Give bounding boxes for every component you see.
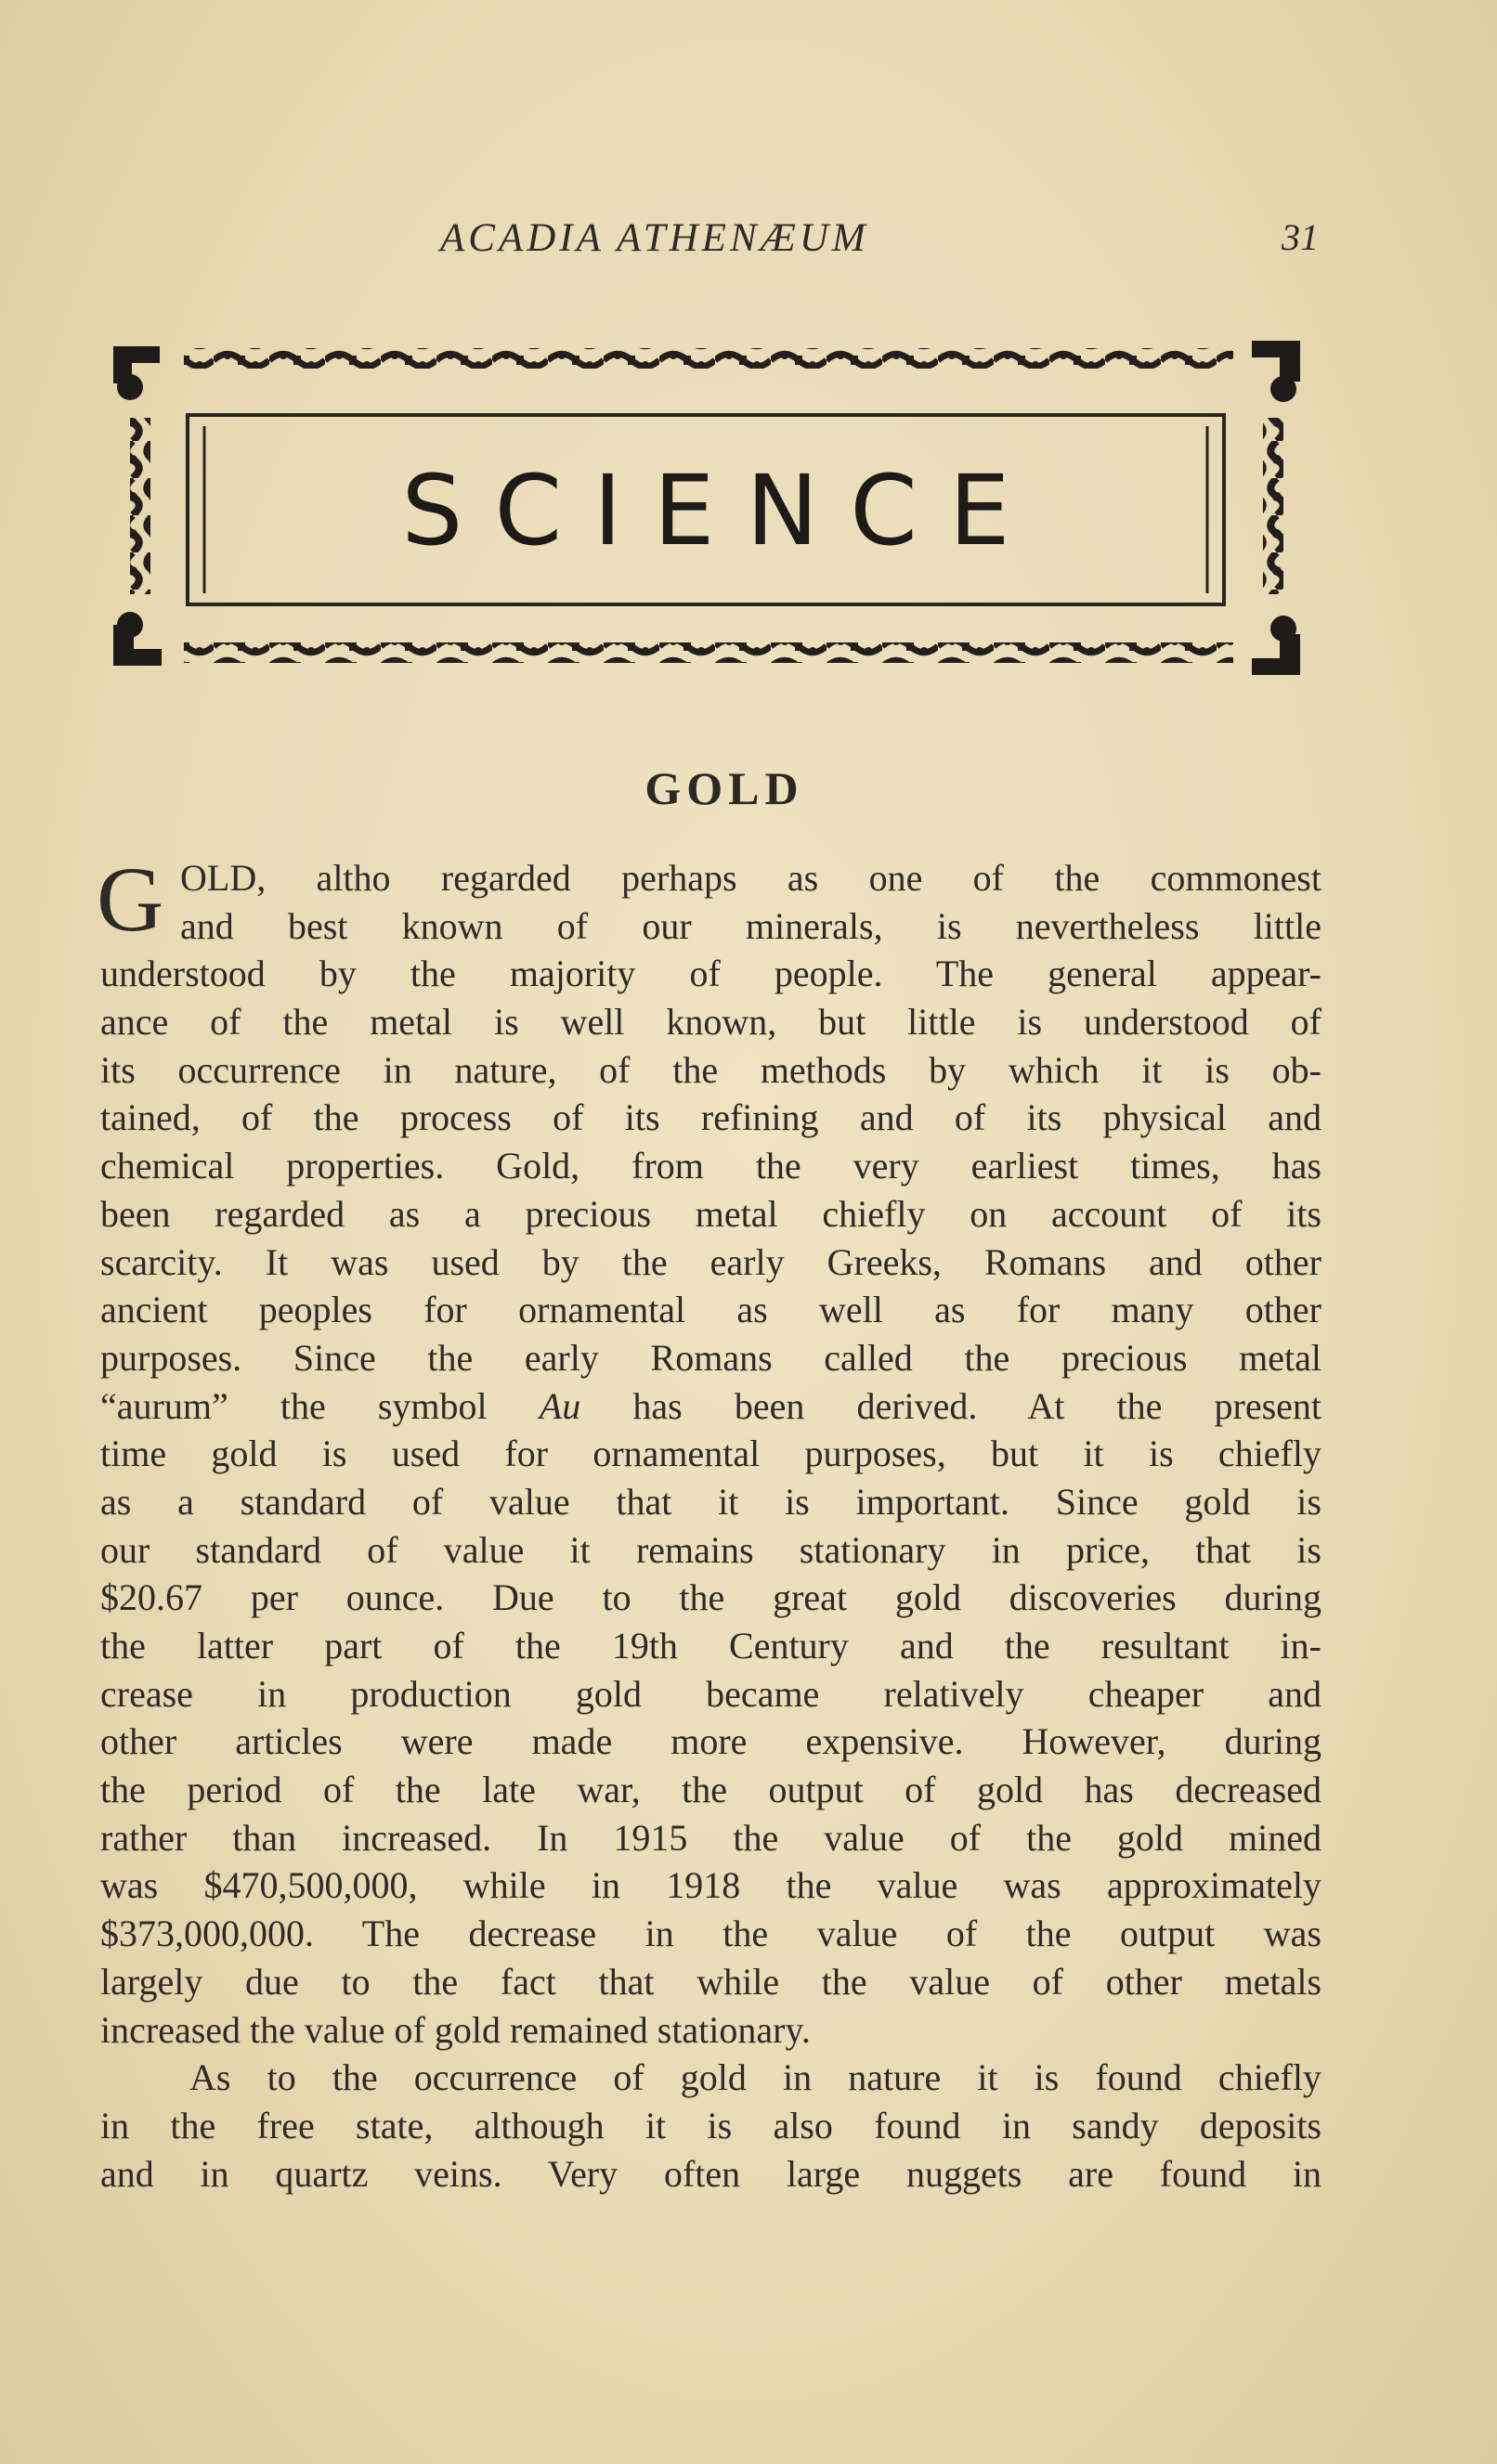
text-line: purposes. Since the early Romans called the precious metal [100,1336,1321,1379]
text-line: its occurrence in nature, of the methods by which it is ob- [100,1048,1321,1091]
text-line: As to the occurrence of gold in nature it is found chiefly [189,2056,1321,2099]
page-number: 31 [1282,216,1319,258]
drop-cap: G [97,848,164,951]
text-line: chemical properties. Gold, from the very earliest times, has [100,1145,1321,1187]
text-line: as a standard of value that it is important. Since gold is [100,1480,1321,1523]
text-line: was $470,500,000, while in 1918 the value was approximately [100,1864,1321,1907]
text-line: the latter part of the 19th Century and the resultant in- [100,1625,1321,1666]
text-line-aurum [100,1382,1321,1431]
text-line: time gold is used for ornamental purposes, but it is chiefly [100,1433,1321,1475]
article-title: GOLD [644,762,804,814]
symbol-au: Au [539,1384,581,1427]
text-line: and in quartz veins. Very often large nuggets are found in [100,2152,1321,2195]
text-line: other articles were made more expensive. However, during [100,1720,1321,1763]
text-line: the period of the late war, the output of gold has decreased [100,1769,1321,1811]
text-line: $373,000,000. The decrease in the value of the output was [100,1913,1321,1955]
text-line: crease in production gold became relatively cheaper and [100,1672,1321,1715]
text-segment: has been derived. At the present [632,1384,1321,1427]
text-line: scarcity. It was used by the early Greeks, Romans and other [100,1240,1321,1283]
text-line: OLD, altho regarded perhaps as one of the commonest [180,857,1321,899]
text-line: in the free state, although it is also found in sandy deposits [100,2104,1321,2146]
text-line: ance of the metal is well known, but little is understood of [100,1001,1321,1044]
section-title: SCIENCE [401,454,1042,567]
text-line: and best known of our minerals, is nevertheless little [180,904,1321,947]
running-head [102,215,1319,271]
text-line: ancient peoples for ornamental as well as for many other [100,1289,1321,1331]
article-body [97,848,1321,2198]
text-segment: “aurum” the symbol [100,1384,488,1427]
text-line: our standard of value it remains stationary in price, that is [100,1528,1321,1571]
text-line: been regarded as a precious metal chiefly on account of its [100,1192,1321,1235]
text-line: largely due to the fact that while the value of other metals [100,1960,1321,2003]
journal-title: ACADIA ATHENÆUM [440,216,869,260]
text-line: tained, of the process of its refining and of its physical and [100,1096,1321,1139]
text-line: understood by the majority of people. The general appear- [100,953,1321,995]
text-line: $20.67 per ounce. Due to the great gold discoveries during [100,1576,1321,1619]
text-line: increased the value of gold remained stationary. [100,2008,811,2051]
section-banner [102,330,1309,687]
text-line: rather than increased. In 1915 the value of the gold mined [100,1816,1321,1859]
